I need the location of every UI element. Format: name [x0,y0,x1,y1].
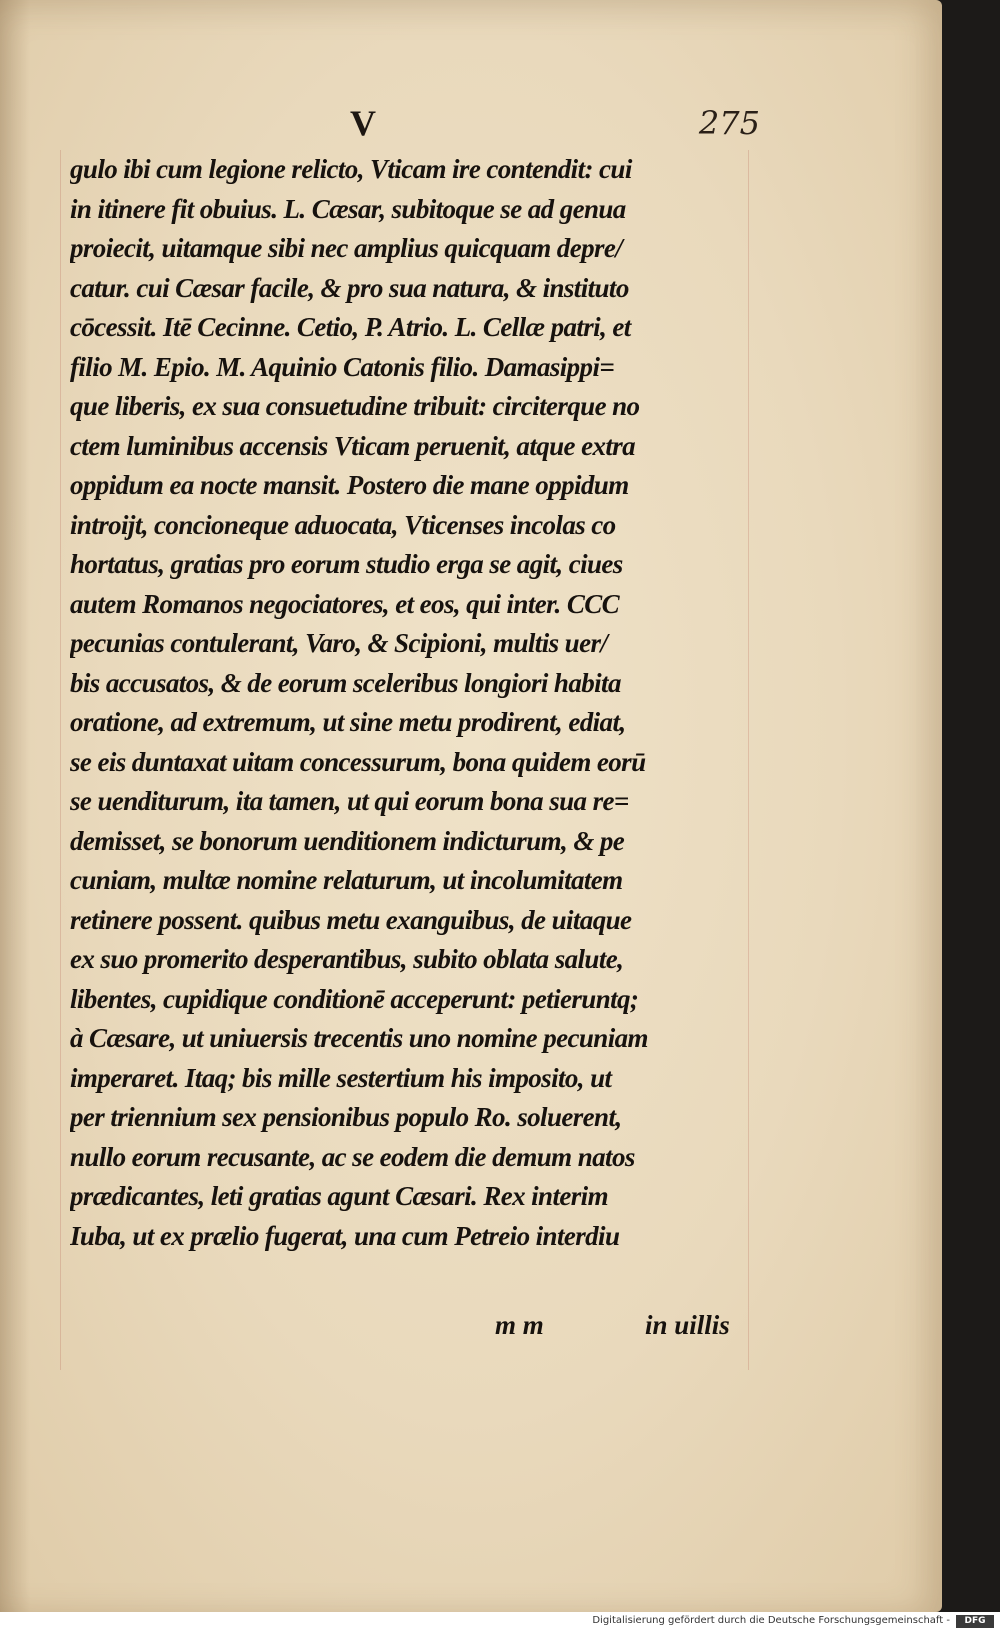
footer-bar [0,1612,1000,1632]
text-line: catur. cui Cæsar facile, & pro sua natura, & instituto [70,272,629,303]
text-line: in itinere fit obuius. L. Cæsar, subitoque se ad genua [70,193,626,224]
catchword: in uillis [645,1310,730,1340]
text-line: que liberis, ex sua consuetudine tribuit: circiterque no [70,391,640,421]
dfg-logo-icon: DFG [956,1615,994,1628]
signature-mark: m m [495,1310,544,1340]
text-line: oratione, ad extremum, ut sine metu prodirent, ediat, [70,707,626,737]
text-line: filio M. Epio. M. Aquinio Catonis filio. Damasippi= [70,351,615,382]
text-line: proiecit, uitamque sibi nec amplius quicquam depre/ [70,233,623,263]
text-line: bis accusatos, & de eorum sceleribus longiori habita [70,667,621,698]
text-line: Iuba, ut ex prælio fugerat, una cum Petreio interdiu [70,1220,620,1251]
text-line: cōcessit. Itē Cecinne. Cetio, P. Atrio. L. Cellæ patri, et [70,312,631,342]
text-line: pecunias contulerant, Varo, & Scipioni, multis uer/ [70,628,608,658]
text-line: oppidum ea nocte mansit. Postero die mane oppidum [70,470,629,500]
text-line: ex suo promerito desperantibus, subito oblata salute, [70,944,624,974]
text-line: hortatus, gratias pro eorum studio erga se agit, ciues [70,549,623,579]
text-line: se uenditurum, ita tamen, ut qui eorum bona sua re= [70,786,629,816]
text-line: libentes, cupidique conditionē acceperunt: petieruntq; [70,983,639,1014]
text-line: introijt, concioneque aduocata, Vticenses incolas co [70,509,616,540]
text-line: nullo eorum recusante, ac se eodem die demum natos [70,1141,635,1172]
text-line: demisset, se bonorum uenditionem indicturum, & pe [70,825,625,856]
text-line: se eis duntaxat uitam concessurum, bona quidem eorū [70,746,646,777]
text-line: retinere possent. quibus metu exanguibus, de uitaque [70,904,632,935]
body-text [70,150,750,1256]
text-line: per triennium sex pensionibus populo Ro. soluerent, [70,1102,622,1132]
signature-letter: V [350,103,376,143]
page-header [60,102,760,146]
catchword-line [70,1310,750,1350]
text-line: ctem luminibus accensis Vticam peruenit, atque extra [70,430,636,461]
text-line: gulo ibi cum legione relicto, Vticam ire contendit: cui [70,154,632,184]
text-line: cuniam, multæ nomine relaturum, ut incolumitatem [70,865,623,895]
text-line: autem Romanos negociatores, et eos, qui inter. CCC [70,588,620,619]
folio-number: 275 [698,104,760,142]
text-line: à Cæsare, ut uniuersis trecentis uno nomine pecuniam [70,1023,648,1053]
text-line: prædicantes, leti gratias agunt Cæsari. Rex interim [70,1181,608,1211]
footer-credit: Digitalisierung gefördert durch die Deutsche Forschungsgemeinschaft - [592,1615,950,1626]
margin-rule-left [60,150,61,1370]
text-line: imperaret. Itaq; bis mille sestertium his imposito, ut [70,1062,612,1093]
